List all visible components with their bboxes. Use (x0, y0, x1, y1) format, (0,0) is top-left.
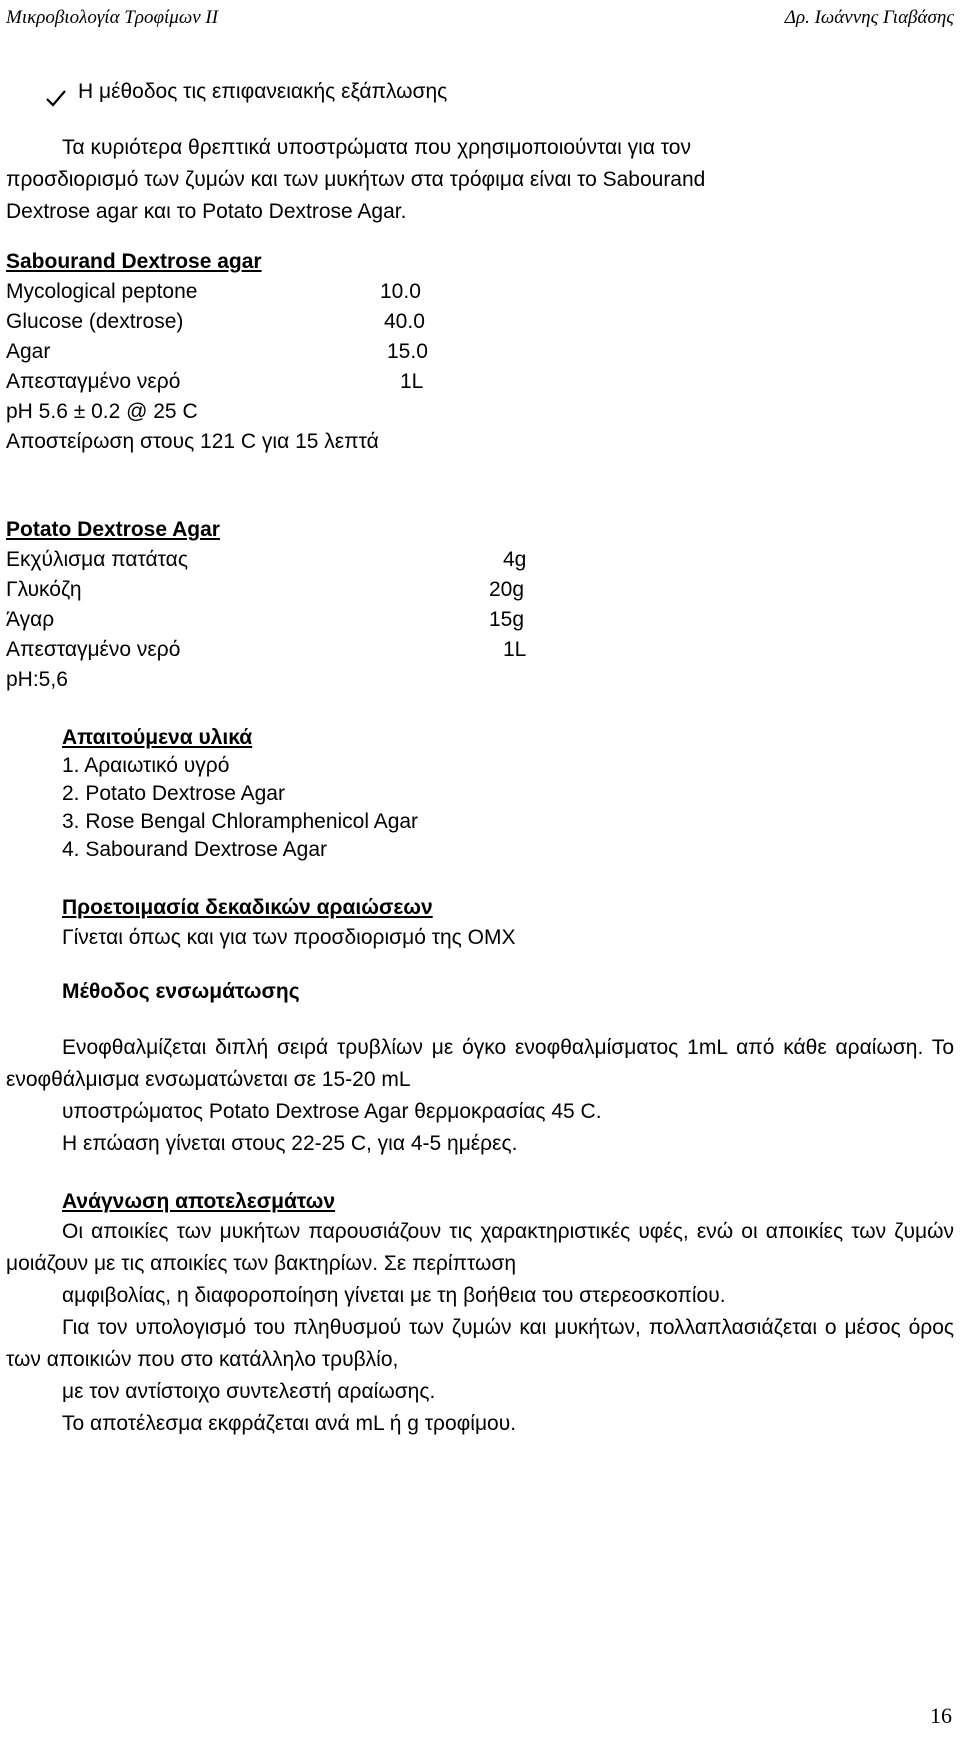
header-course-title: Μικροβιολογία Τροφίμων ΙΙ (6, 7, 219, 28)
sda-sterilization: Αποστείρωση στους 121 C για 15 λεπτά (6, 430, 379, 453)
method-title: Μέθοδος ενσωμάτωσης (62, 980, 300, 1003)
sda-ph: pH 5.6 ± 0.2 @ 25 C (6, 400, 198, 423)
results-paragraph-2-text: Για τον υπολογισμό του πληθυσμού των ζυμών και μυκήτων, πολλαπλασιάζεται ο μέσος όρος των αποικιών που στο κατάλληλο τρυβλίο, (6, 1316, 954, 1371)
pda-row-name: Γλυκόζη (6, 578, 82, 601)
sda-row-value: 1L (400, 370, 424, 393)
materials-item: 4. Sabourand Dextrose Agar (62, 838, 328, 861)
method-paragraph-2: Η επώαση γίνεται στους 22-25 C, για 4-5 ημέρες. (62, 1132, 518, 1155)
materials-item: 3. Rose Bengal Chloramphenicol Agar (62, 810, 419, 833)
pda-row-name: Εκχύλισμα πατάτας (6, 548, 188, 571)
materials-item: 2. Potato Dextrose Agar (62, 782, 285, 805)
checkmark-icon (44, 86, 68, 110)
pda-row-name: Άγαρ (6, 608, 55, 631)
sda-row-name: Mycological peptone (6, 280, 198, 303)
pda-row-value: 15g (489, 608, 525, 631)
results-paragraph-2-last: με τον αντίστοιχο συντελεστή αραίωσης. (62, 1380, 436, 1403)
pda-row-value: 4g (503, 548, 527, 571)
results-title: Ανάγνωση αποτελεσμάτων (62, 1190, 336, 1213)
method-paragraph-1-text: Ενοφθαλμίζεται διπλή σειρά τρυβλίων με όγκο ενοφθαλμίσματος 1mL από κάθε αραίωση. Το ενοφθάλμισμα ενσωματώνεται σε 15-20 mL (6, 1036, 954, 1091)
results-paragraph-1-text: Οι αποικίες των μυκήτων παρουσιάζουν τις χαρακτηριστικές υφές, ενώ οι αποικίες των ζυμών μοιάζουν με τις αποικίες των βακτηρίων. Σε περίπτωση (6, 1220, 954, 1275)
intro-line-2: προσδιορισμό των ζυμών και των μυκήτων στα τρόφιμα είναι το Sabourand (6, 168, 706, 191)
pda-ph: pH:5,6 (6, 668, 68, 691)
sda-row-value: 15.0 (387, 340, 428, 363)
dilutions-text: Γίνεται όπως και για των προσδιορισμό της ΟΜΧ (62, 926, 516, 949)
results-paragraph-1-last: αμφιβολίας, η διαφοροποίηση γίνεται με τη βοήθεια του στερεοσκοπίου. (62, 1284, 726, 1307)
sda-row-value: 10.0 (380, 280, 421, 303)
intro-line-1: Τα κυριότερα θρεπτικά υποστρώματα που χρησιμοποιούνται για τον (62, 136, 691, 159)
materials-item: 1. Αραιωτικό υγρό (62, 754, 230, 777)
materials-title: Απαιτούμενα υλικά (62, 726, 253, 749)
page-number: 16 (930, 1703, 952, 1728)
header-author: Δρ. Ιωάννης Γιαβάσης (784, 7, 954, 28)
sda-row-value: 40.0 (384, 310, 425, 333)
sda-row-name: Glucose (dextrose) (6, 310, 184, 333)
sda-title: Sabourand Dextrose agar (6, 250, 262, 273)
method-paragraph-1 (6, 1032, 954, 1128)
sda-row-name: Απεσταγμένο νερό (6, 370, 181, 393)
pda-title: Potato Dextrose Agar (6, 518, 220, 541)
results-paragraph-3: Το αποτέλεσμα εκφράζεται ανά mL ή g τροφίμου. (62, 1412, 517, 1435)
pda-row-name: Απεσταγμένο νερό (6, 638, 181, 661)
section-title: Η μέθοδος τις επιφανειακής εξάπλωσης (78, 80, 448, 103)
page-header (6, 4, 954, 32)
pda-row-value: 20g (489, 578, 525, 601)
method-paragraph-1-last: υποστρώματος Potato Dextrose Agar θερμοκρασίας 45 C. (62, 1100, 602, 1123)
results-paragraph-2 (6, 1312, 954, 1408)
pda-row-value: 1L (503, 638, 527, 661)
results-paragraph-1 (6, 1216, 954, 1312)
intro-line-3: Dextrose agar και το Potato Dextrose Agar. (6, 200, 407, 223)
dilutions-title: Προετοιμασία δεκαδικών αραιώσεων (62, 896, 433, 919)
sda-row-name: Agar (6, 340, 51, 363)
